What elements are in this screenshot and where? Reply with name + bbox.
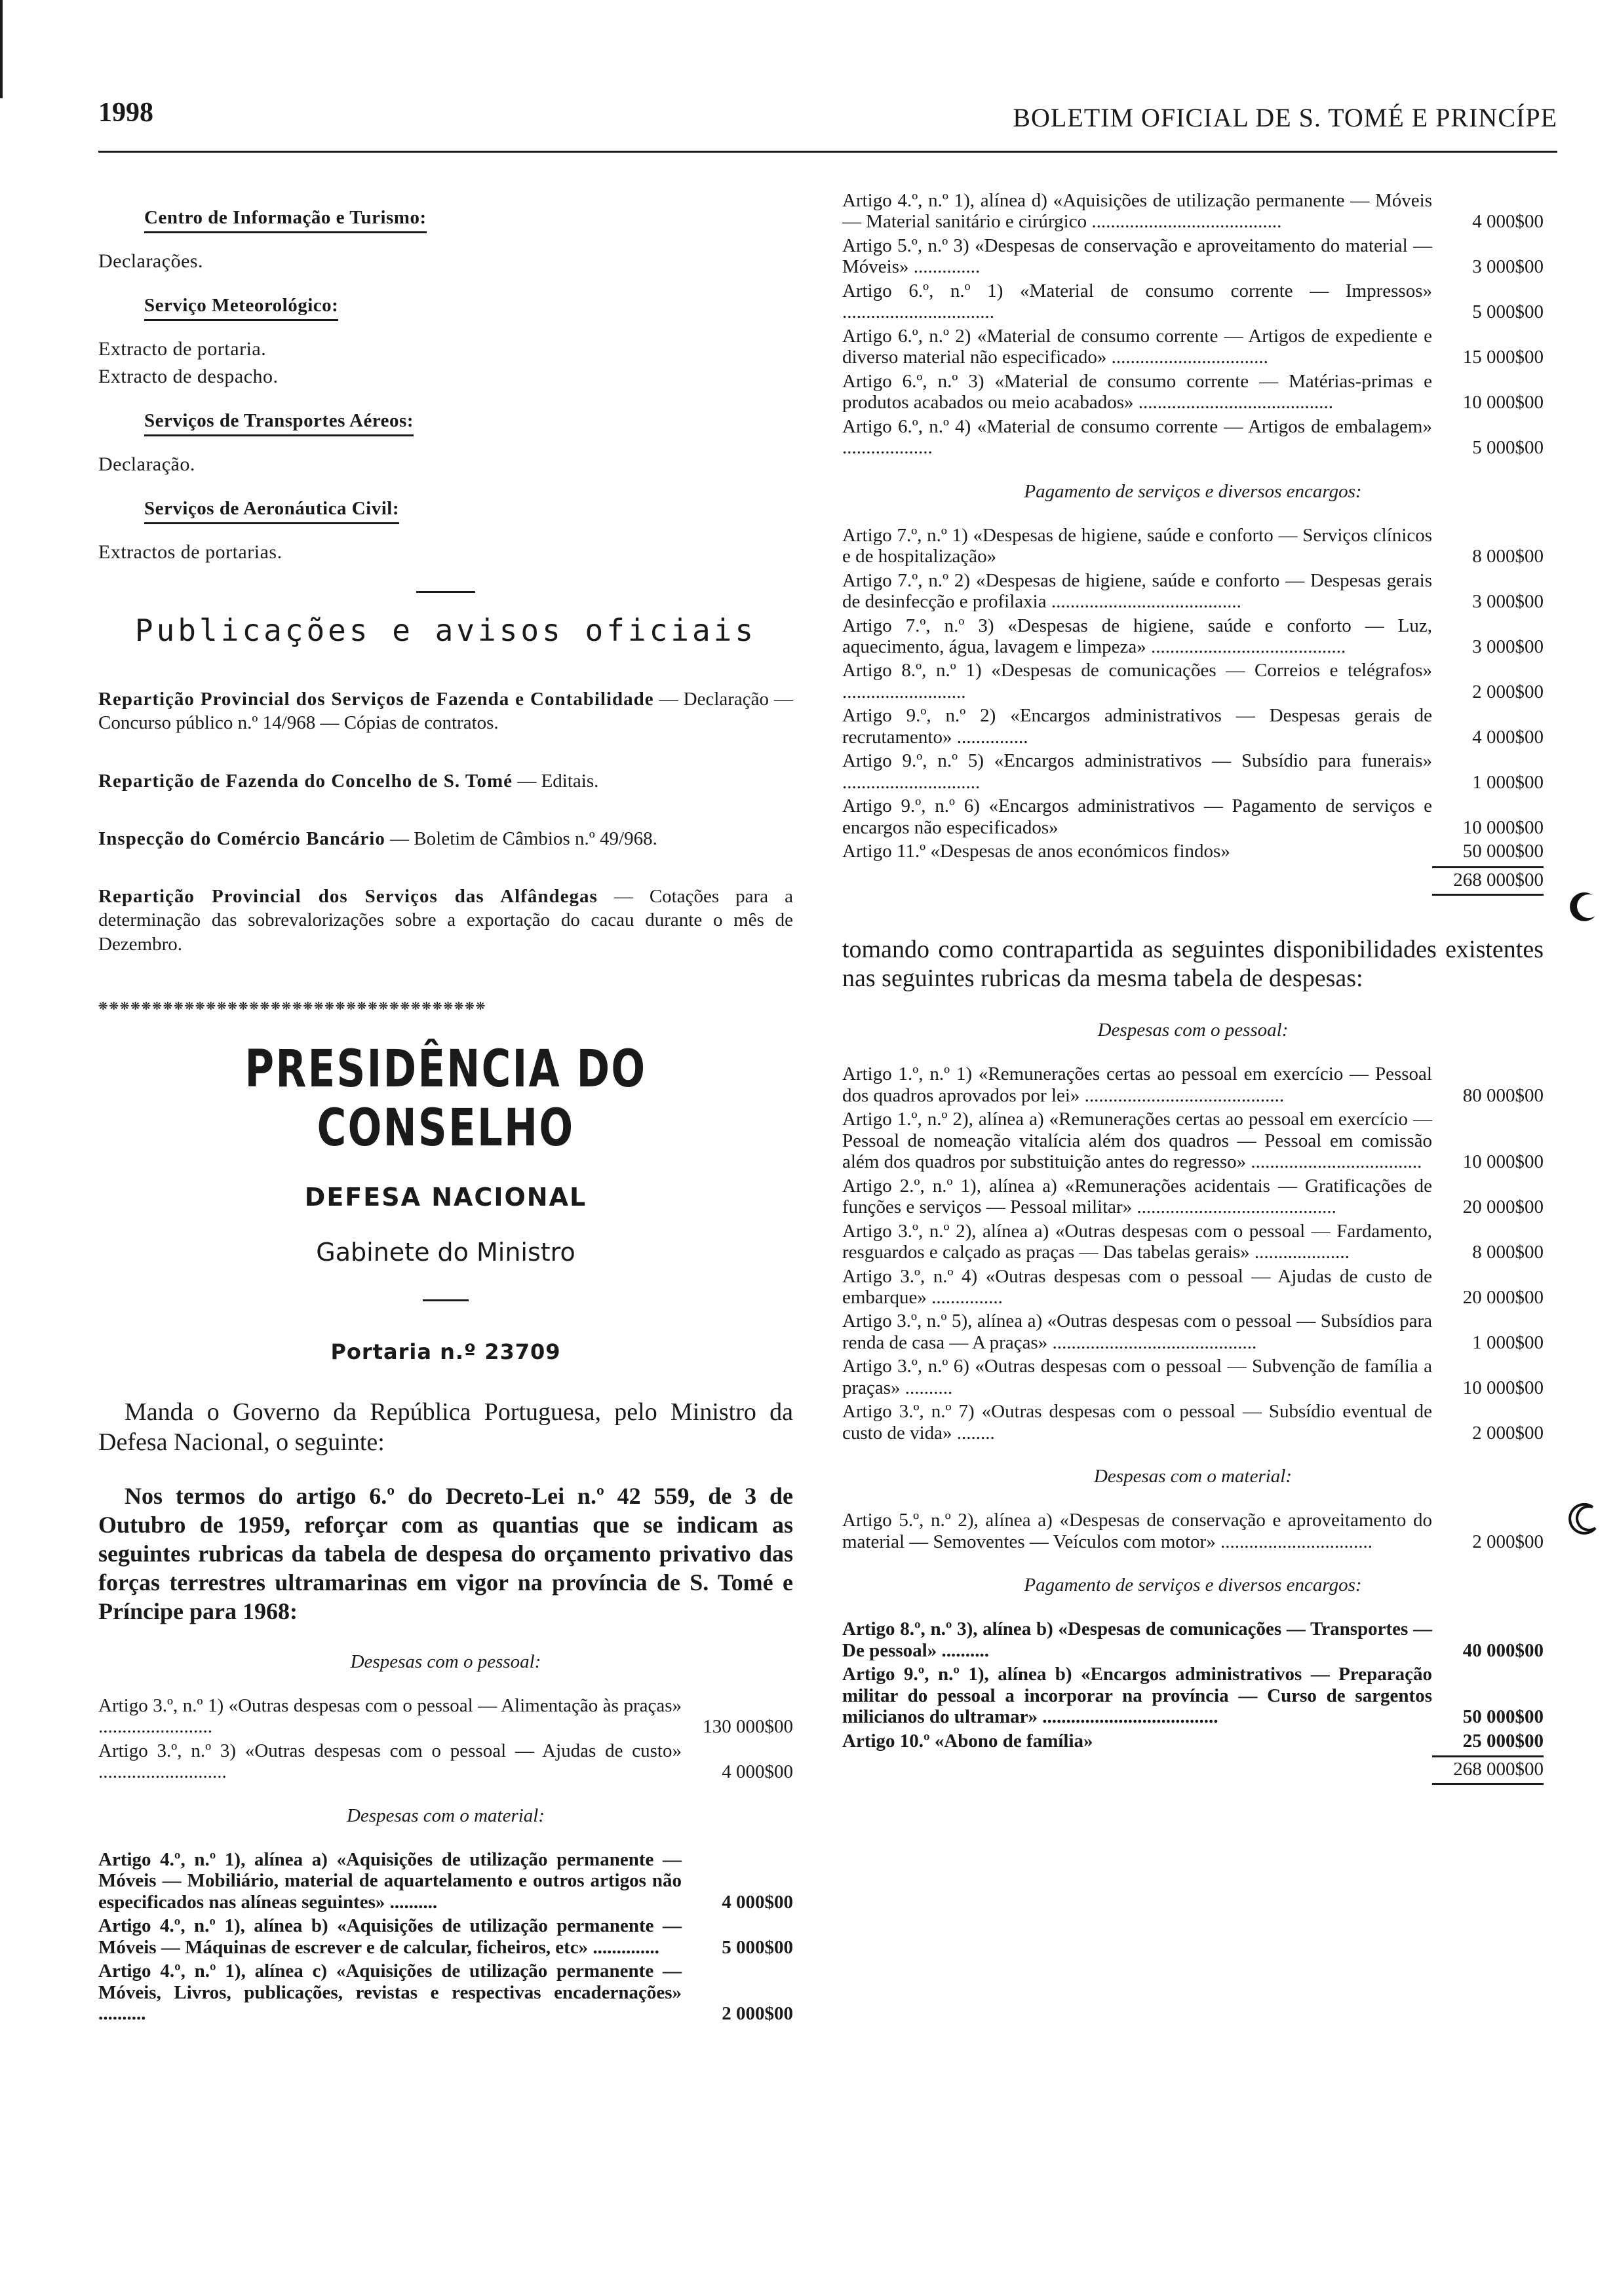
expense-text: Artigo 3.º, n.º 1) «Outras despesas com o pessoal — Alimentação às praças» ........................ [98,1695,682,1738]
expense-amount: 8 000$00 [1472,546,1544,567]
separator-rule [416,591,475,593]
expense-text: Artigo 8.º, n.º 1) «Despesas de comunicações — Correios e telégrafos» .......................... [842,660,1432,702]
section [98,393,793,476]
expense-amount: 8 000$00 [1472,1242,1544,1263]
expense-amount: 10 000$00 [1462,816,1544,838]
expense-amount: 1 000$00 [1472,771,1544,793]
expense-text: Artigo 5.º, n.º 3) «Despesas de conservação e aproveitamento do material — Móveis» .............. [842,235,1432,278]
publications-title: Publicações e avisos oficiais [134,613,757,648]
expense-row [842,750,1544,793]
notice-entity: Inspecção do Comércio Bancário [98,828,385,849]
group-title: Despesas com o pessoal: [350,1651,541,1672]
notice [98,885,793,956]
expense-amount: 80 000$00 [1462,1084,1544,1106]
expense-row [842,570,1544,613]
group-title: Despesas com o material: [1093,1466,1293,1487]
journal-title: BOLETIM OFICIAL DE S. TOMÉ E PRINCÍPE [1013,103,1557,132]
expense-row [842,615,1544,658]
expense-row [842,1311,1544,1353]
expense-text: Artigo 8.º, n.º 3), alínea b) «Despesas de comunicações — Transportes — De pessoal» .......... [842,1618,1432,1661]
expense-text: Artigo 7.º, n.º 1) «Despesas de higiene, saúde e conforto — Serviços clínicos e de hospitalização» [842,524,1432,567]
expense-list [98,1695,793,1783]
expense-list [842,190,1544,459]
expense-text: Artigo 4.º, n.º 1), alínea c) «Aquisições de utilização permanente — Móveis, Livros, publicações, revistas e respectivas encadernações» .......... [98,1961,682,2025]
section-heading: Serviço Meteorológico: [144,295,338,321]
cabinet-title: Gabinete do Ministro [316,1237,575,1267]
total-amount [842,1755,1544,1785]
expense-amount: 2 000$00 [722,2003,793,2025]
notice-entity: Repartição Provincial dos Serviços de Fazenda e Contabilidade [98,689,654,710]
expense-text: Artigo 4.º, n.º 1), alínea d) «Aquisições de utilização permanente — Móveis — Material sanitário e cirúrgico ........................................ [842,190,1432,233]
expense-text: Artigo 6.º, n.º 3) «Material de consumo corrente — Matérias-primas e produtos acabados ou meio acabados» ......................................... [842,370,1432,413]
portaria-title: Portaria n.º 23709 [330,1339,561,1364]
expense-amount: 2 000$00 [1472,1422,1544,1444]
expense-row [98,1961,793,2024]
expense-row [842,1731,1544,1751]
expense-row [842,326,1544,368]
expense-row [842,190,1544,233]
expense-text: Artigo 3.º, n.º 7) «Outras despesas com o pessoal — Subsídio eventual de custo de vida» ........ [842,1401,1432,1444]
expense-amount: 3 000$00 [1472,591,1544,613]
expense-row [842,1063,1544,1106]
ornamental-divider: ❋❋❋❋❋❋❋❋❋❋❋❋❋❋❋❋❋❋❋❋❋❋❋❋❋❋❋❋❋❋❋❋❋❋❋❋ [98,995,487,1014]
expense-amount: 25 000$00 [1462,1730,1544,1751]
expense-row [842,1664,1544,1727]
expense-row [842,1176,1544,1218]
expense-text: Artigo 1.º, n.º 2), alínea a) «Remunerações certas ao pessoal em exercício — Pessoal de nomeação vitalícia além dos quadros — Pessoal em comissão além dos quadros por substituição antes do regresso» .................................... [842,1109,1432,1173]
notice-text: — Cotações para a determinação das sobrevalorizações sobre a exportação do cacau durante o mês de Dezembro. [98,886,793,955]
expense-text: Artigo 9.º, n.º 6) «Encargos administrativos — Pagamento de serviços e encargos não especificados» [842,795,1432,838]
expense-text: Artigo 5.º, n.º 2), alínea a) «Despesas de conservação e aproveitamento do material — Semoventes — Veículos com motor» ................................ [842,1510,1432,1552]
section-item: Declarações. [98,250,204,272]
expense-text: Artigo 10.º «Abono de família» [842,1730,1093,1751]
expense-amount: 10 000$00 [1462,1151,1544,1173]
expense-list [842,1618,1544,1751]
expense-list [98,1849,793,2025]
expense-row [842,1401,1544,1444]
left-column [98,190,793,2027]
section-list [98,190,793,564]
expense-amount: 15 000$00 [1462,347,1544,368]
expense-row [842,1356,1544,1398]
expense-amount: 50 000$00 [1462,1706,1544,1728]
expense-amount: 20 000$00 [1462,1196,1544,1218]
notice-entity: Repartição de Fazenda do Concelho de S. Tomé [98,770,513,792]
expense-amount: 5 000$00 [1472,437,1544,459]
expense-row [842,1109,1544,1172]
section-heading: Serviços de Transportes Aéreos: [144,410,414,436]
expense-row [842,416,1544,459]
section-item: Extracto de portaria. [98,338,267,360]
expense-text: Artigo 6.º, n.º 4) «Material de consumo corrente — Artigos de embalagem» ................... [842,415,1432,459]
office-title: PRESIDÊNCIA DO CONSELHO [244,1039,647,1158]
section [98,190,793,273]
expense-row [98,1915,793,1958]
expense-text: Artigo 3.º, n.º 4) «Outras despesas com o pessoal — Ajudas de custo de embarque» ............... [842,1265,1432,1308]
expense-amount: 130 000$00 [703,1716,793,1738]
notice-text: — Boletim de Câmbios n.º 49/968. [385,828,657,849]
expense-row [842,705,1544,748]
expense-row [842,280,1544,323]
counterpart-paragraph: tomando como contrapartida as seguintes disponibilidades existentes nas seguintes rubricas da mesma tabela de despesas: [842,935,1544,993]
expense-list [842,1063,1544,1444]
expense-row [842,371,1544,413]
expense-row [842,235,1544,278]
section-item: Extracto de despacho. [98,366,279,387]
expense-row [98,1740,793,1783]
notice [98,827,793,851]
total-value: 268 000$00 [1432,1755,1544,1785]
expense-text: Artigo 3.º, n.º 2), alínea a) «Outras despesas com o pessoal — Fardamento, resguardos e calçado as praças — Das tabelas gerais» .................... [842,1220,1432,1263]
expense-amount: 20 000$00 [1462,1287,1544,1308]
expense-row [842,1221,1544,1263]
expense-amount: 4 000$00 [1472,726,1544,748]
expense-amount: 4 000$00 [1472,211,1544,233]
expense-amount: 3 000$00 [1472,256,1544,278]
notice-text: — Editais. [513,770,599,792]
expense-text: Artigo 9.º, n.º 1), alínea b) «Encargos administrativos — Preparação militar do pessoal a incorporar na província — Curso de sargentos milicianos do ultramar» ..................................... [842,1664,1432,1728]
section [98,278,793,388]
group-title: Pagamento de serviços e diversos encargos: [1024,1575,1362,1596]
expense-text: Artigo 7.º, n.º 2) «Despesas de higiene, saúde e conforto — Despesas gerais de desinfecção e profilaxia ........................................ [842,569,1432,613]
expense-amount: 1 000$00 [1472,1331,1544,1353]
group-title: Despesas com o pessoal: [1097,1020,1289,1041]
total-value: 268 000$00 [1432,866,1544,896]
section [98,481,793,564]
section-heading: Centro de Informação e Turismo: [144,207,427,233]
decree-intro: Manda o Governo da República Portuguesa, pelo Ministro da Defesa Nacional, o seguinte: [98,1398,793,1457]
expense-text: Artigo 1.º, n.º 1) «Remunerações certas ao pessoal em exercício — Pessoal dos quadros aprovados por lei» .......................................... [842,1063,1432,1106]
expense-text: Artigo 6.º, n.º 1) «Material de consumo corrente — Impressos» ................................ [842,280,1432,323]
expense-row [98,1849,793,1913]
scan-edge-mark [0,0,3,98]
right-column [842,190,1544,1785]
total-amount [842,866,1544,896]
expense-amount: 40 000$00 [1462,1639,1544,1661]
group-title: Despesas com o material: [346,1805,545,1826]
expense-amount: 2 000$00 [1472,1531,1544,1552]
expense-text: Artigo 6.º, n.º 2) «Material de consumo corrente — Artigos de expediente e diverso material não especificado» ................................. [842,325,1432,368]
expense-row [842,841,1544,862]
section-heading: Serviços de Aeronáutica Civil: [144,498,399,524]
ministry-title: DEFESA NACIONAL [304,1182,587,1212]
expense-amount: 5 000$00 [1472,301,1544,323]
expense-text: Artigo 4.º, n.º 1), alínea a) «Aquisições de utilização permanente — Móveis — Mobiliário, material de aquartelamento e outros artigos não especificados nas alíneas seguintes» .......... [98,1848,682,1913]
crescent-mark-icon [1566,890,1601,924]
expense-amount: 10 000$00 [1462,1377,1544,1398]
group-title: Pagamento de serviços e diversos encargos: [1024,480,1362,502]
expense-amount: 10 000$00 [1462,392,1544,413]
expense-text: Artigo 9.º, n.º 2) «Encargos administrativos — Despesas gerais de recrutamento» ............... [842,705,1432,748]
expense-text: Artigo 11.º «Despesas de anos económicos findos» [842,841,1230,862]
expense-row [842,795,1544,838]
section-item: Declaração. [98,453,195,475]
expense-amount: 50 000$00 [1462,841,1544,862]
expense-amount: 5 000$00 [722,1936,793,1958]
notice [98,687,793,735]
crescent-mark-icon [1566,1502,1601,1536]
notice-text: — Declaração — Concurso público n.º 14/968 — Cópias de contratos. [98,689,793,734]
expense-row [842,525,1544,567]
expense-text: Artigo 3.º, n.º 6) «Outras despesas com o pessoal — Subvenção de família a praças» .......... [842,1356,1432,1398]
expense-amount: 3 000$00 [1472,636,1544,657]
expense-list [842,1510,1544,1552]
notice-entity: Repartição Provincial dos Serviços das Alfândegas [98,886,598,907]
page-header [98,97,1557,143]
decree-body: Nos termos do artigo 6.º do Decreto-Lei n.º 42 559, de 3 de Outubro de 1959, reforçar com as quantias que se indicam as seguintes rubricas da tabela de despesa do orçamento privativo das forças terrestres ultramarinas em vigor na província de S. Tomé e Príncipe para 1968: [98,1483,793,1625]
expense-row [842,660,1544,702]
expense-row [842,1510,1544,1552]
expense-amount: 2 000$00 [1472,681,1544,702]
expense-amount: 4 000$00 [722,1891,793,1913]
separator-rule [423,1299,469,1301]
expense-row [98,1695,793,1738]
expense-text: Artigo 7.º, n.º 3) «Despesas de higiene, saúde e conforto — Luz, aquecimento, água, lavagem e limpeza» ......................................... [842,615,1432,657]
expense-text: Artigo 3.º, n.º 3) «Outras despesas com o pessoal — Ajudas de custo» ........................... [98,1740,682,1783]
expense-row [842,1618,1544,1661]
page-number: 1998 [98,98,153,128]
expense-text: Artigo 9.º, n.º 5) «Encargos administrativos — Subsídio para funerais» ............................. [842,750,1432,793]
header-rule [98,151,1557,153]
section-item: Extractos de portarias. [98,541,282,563]
expense-amount: 4 000$00 [722,1761,793,1783]
expense-text: Artigo 3.º, n.º 5), alínea a) «Outras despesas com o pessoal — Subsídios para renda de casa — A praças» ........................................... [842,1311,1432,1353]
expense-text: Artigo 2.º, n.º 1), alínea a) «Remunerações acidentais — Gratificações de funções e serviços — Pessoal militar» .......................................... [842,1175,1432,1218]
notice [98,769,793,793]
expense-list [842,525,1544,862]
expense-text: Artigo 4.º, n.º 1), alínea b) «Aquisições de utilização permanente — Móveis — Máquinas de escrever e de calcular, ficheiros, etc» .............. [98,1915,682,1958]
expense-row [842,1266,1544,1309]
